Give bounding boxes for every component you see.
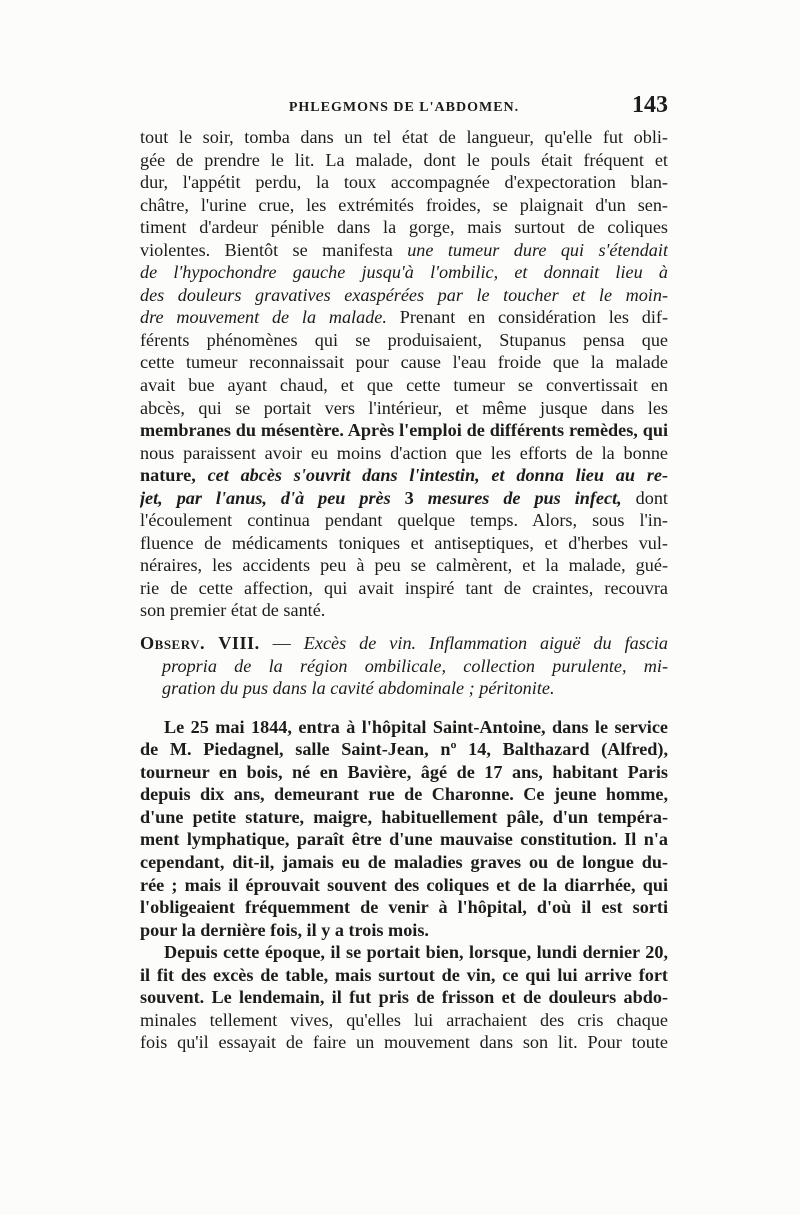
- text-line: châtre, l'urine crue, les extrémités froides, se plaignait d'un sen-: [140, 194, 668, 215]
- italic-run: mesures de pus infect,: [413, 487, 622, 508]
- text-line: fois qu'il essayait de faire un mouvement dans son lit. Pour toute: [140, 1032, 668, 1053]
- text-line: l'obligeaient fréquemment de venir à l'hôpital, d'où il est sorti: [140, 897, 668, 918]
- text-line: abcès, qui se portait vers l'intérieur, et même jusque dans les: [140, 397, 668, 418]
- text-line: l'écoulement continua pendant quelque temps. Alors, sous l'in-: [140, 510, 668, 531]
- italic-run: dre mouvement de la malade.: [140, 307, 387, 328]
- text-line: Depuis cette époque, il se portait bien, lorsque, lundi dernier 20,: [164, 942, 668, 963]
- italic-run: cet abcès s'ouvrit dans l'intestin, et donna lieu au re-: [207, 465, 668, 486]
- paragraph-case-stupanus: [140, 126, 668, 622]
- text-line: depuis dix ans, demeurant rue de Charonne. Ce jeune homme,: [140, 784, 668, 805]
- paragraph-case-balthazard: [140, 716, 668, 941]
- observation-label: Observ. VIII.: [140, 633, 260, 654]
- text-line: il fit des excès de table, mais surtout de vin, ce qui lui arrive fort: [140, 964, 668, 985]
- text-line: tout le soir, tomba dans un tel état de langueur, qu'elle fut obli-: [140, 127, 668, 147]
- text-line: cette tumeur reconnaissait pour cause l'eau froide que la malade: [140, 352, 668, 373]
- text-run: —: [259, 633, 304, 654]
- text-line: [140, 306, 668, 329]
- page-header: [140, 92, 668, 126]
- text-line: [140, 487, 668, 510]
- text-run: 3: [404, 487, 414, 508]
- text-line: propria de la région ombilicale, collection purulente, mi-: [162, 655, 668, 676]
- running-title: PHLEGMONS DE L'ABDOMEN.: [288, 100, 520, 115]
- text-run: violentes. Bientôt se manifesta: [140, 239, 408, 260]
- text-run: dont: [621, 487, 668, 508]
- text-line: rie de cette affection, qui avait inspiré tant de craintes, recouvra: [140, 577, 668, 598]
- text-run: Prenant en considération les dif-: [386, 307, 668, 328]
- text-line: de l'hypochondre gauche jusqu'à l'ombilic, et donnait lieu à: [140, 262, 668, 283]
- text-line: néraires, les accidents peu à peu se calmèrent, et la malade, gué-: [140, 555, 668, 576]
- text-line: minales tellement vives, qu'elles lui arrachaient des cris chaque: [140, 1009, 668, 1030]
- italic-run: jet, par l'anus, d'à peu près: [140, 487, 405, 508]
- text-line: timent d'ardeur pénible dans la gorge, mais surtout de coliques: [140, 217, 668, 238]
- paragraph-onset: [140, 941, 668, 1054]
- text-line: gée de prendre le lit. La malade, dont le pouls était fréquent et: [140, 149, 668, 170]
- text-line: gration du pus dans la cavité abdominale ; péritonite.: [162, 678, 555, 699]
- text-line: des douleurs gravatives exaspérées par le toucher et le moin-: [140, 284, 668, 305]
- text-line: d'une petite stature, maigre, habituellement pâle, d'un tempéra-: [140, 806, 668, 827]
- text-line: Le 25 mai 1844, entra à l'hôpital Saint-Antoine, dans le service: [164, 716, 668, 737]
- italic-run: Excès de vin. Inflammation aiguë du fascia: [303, 633, 668, 654]
- text-line: souvent. Le lendemain, il fut pris de frisson et de douleurs abdo-: [140, 987, 668, 1008]
- text-line: nous paraissent avoir eu moins d'action que les efforts de la bonne: [140, 442, 668, 463]
- text-line: rée ; mais il éprouvait souvent des coliques et de la diarrhée, qui: [140, 874, 668, 895]
- text-line: fluence de médicaments toniques et antiseptiques, et d'herbes vul-: [140, 532, 668, 553]
- text-line: tourneur en bois, né en Bavière, âgé de 17 ans, habitant Paris: [140, 761, 668, 782]
- text-line: [140, 632, 668, 655]
- text-line: avait bue ayant chaud, et que cette tumeur se convertissait en: [140, 375, 668, 396]
- book-page: [140, 92, 668, 1054]
- observation-heading: [140, 632, 668, 700]
- text-line: [140, 464, 668, 487]
- text-line: ment lymphatique, paraît être d'une mauvaise constitution. Il n'a: [140, 829, 668, 850]
- text-line: dur, l'appétit perdu, la toux accompagnée d'expectoration blan-: [140, 172, 668, 193]
- text-line: membranes du mésentère. Après l'emploi de différents remèdes, qui: [140, 420, 668, 441]
- text-line: pour la dernière fois, il y a trois mois.: [140, 919, 429, 940]
- italic-run: une tumeur dure qui s'étendait: [407, 239, 668, 260]
- text-line: de M. Piedagnel, salle Saint-Jean, nº 14, Balthazard (Alfred),: [140, 739, 668, 760]
- text-run: nature,: [140, 465, 208, 486]
- text-line: férents phénomènes qui se produisaient, Stupanus pensa que: [140, 329, 668, 350]
- page-number: 143: [632, 92, 668, 118]
- text-line: cependant, dit-il, jamais eu de maladies graves ou de longue du-: [140, 851, 668, 872]
- text-line: son premier état de santé.: [140, 600, 326, 621]
- text-line: [140, 239, 668, 262]
